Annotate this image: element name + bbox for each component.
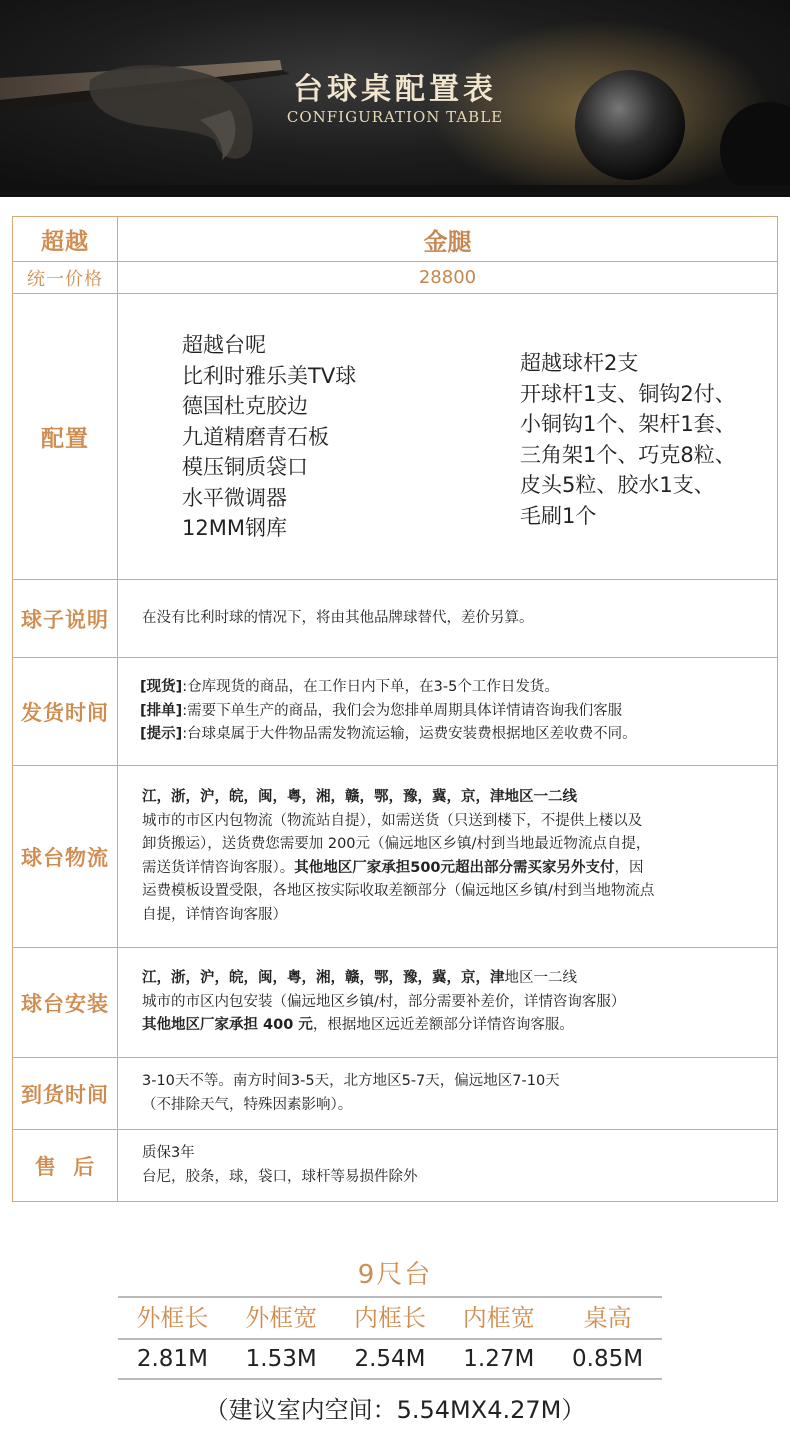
- config-item: 开球杆1支、铜钩2付、: [520, 381, 736, 406]
- spec-header: 外框宽: [245, 1304, 318, 1332]
- logistics-text: [118, 786, 777, 927]
- spec-title: 9尺台: [357, 1260, 433, 1290]
- balls-label: 球子说明: [13, 580, 118, 658]
- installation-line: 城市的市区内包安装（偏远地区乡镇/村，部分需要补差价，详情咨询客服）: [142, 993, 626, 1010]
- table-row-installation: [13, 948, 778, 1058]
- config-item: 12MM钢库: [182, 516, 287, 540]
- spec-value: 2.81M: [136, 1346, 208, 1372]
- installation-line: [142, 967, 777, 991]
- installation-label: 球台安装: [13, 948, 118, 1058]
- arrival-label: 到货时间: [13, 1058, 118, 1130]
- config-table: [12, 216, 778, 1202]
- config-item: 皮头5粒、胶水1支、: [520, 473, 715, 497]
- spec-value: 2.54M: [354, 1346, 426, 1372]
- price-value: 28800: [118, 262, 778, 294]
- arrival-line: 3-10天不等。南方时间3-5天，北方地区5-7天，偏远地区7-10天: [142, 1073, 560, 1089]
- config-item: 超越球杆2支: [520, 351, 639, 375]
- installation-fragment: 地区一二线: [504, 970, 577, 987]
- shipping-cell: [118, 658, 778, 766]
- shipping-line: [140, 723, 777, 747]
- shipping-lines: [118, 676, 777, 747]
- logistics-cell: [118, 766, 778, 948]
- logistics-regions: 江，浙，沪，皖，闽，粤，湘，赣，鄂，豫，冀，京，津地区一二线: [142, 789, 577, 805]
- spec-header: 外框长: [136, 1304, 209, 1332]
- table-row-header: [13, 217, 778, 262]
- arrival-line: （不排除天气，特殊因素影响）。: [142, 1096, 353, 1113]
- config-item: 水平微调器: [182, 485, 287, 510]
- logistics-line: 运费模板设置受限，各地区按实际收取差额部分（偏远地区乡镇/村到当地物流点: [142, 883, 655, 899]
- config-item: 三角架1个、巧克8粒、: [520, 442, 736, 467]
- spec-header: 桌高: [583, 1304, 632, 1332]
- room-size-note: （建议室内空间：5.54MX4.27M）: [204, 1396, 586, 1424]
- logistics-line: 自提，详情咨询客服）: [142, 906, 287, 923]
- installation-regions: 江，浙，沪，皖，闽，粤，湘，赣，鄂，豫，冀，京，津: [142, 970, 505, 987]
- spec-headers: [118, 1296, 662, 1340]
- config-left-list: [182, 330, 356, 544]
- arrival-text: [118, 1070, 777, 1117]
- table-row-logistics: [13, 766, 778, 948]
- logistics-fragment: ，因: [614, 859, 644, 876]
- table-row-arrival: [13, 1058, 778, 1130]
- installation-emphasis: 其他地区厂家承担 400 元: [142, 1017, 313, 1034]
- installation-line: [142, 1014, 777, 1038]
- table-row-config: [13, 294, 778, 580]
- shipping-text: :仓库现货的商品，在工作日内下单，在3-5个工作日发货。: [182, 679, 559, 696]
- balls-cell: [118, 580, 778, 658]
- arrival-cell: [118, 1058, 778, 1130]
- aftersales-cell: [118, 1130, 778, 1202]
- shipping-tag: [现货]: [140, 679, 183, 696]
- shipping-line: [140, 676, 777, 700]
- shipping-tag: [提示]: [140, 726, 183, 743]
- logistics-emphasis: 其他地区厂家承担500元超出部分需买家另外支付: [294, 859, 615, 876]
- shipping-tag: [排单]: [140, 702, 183, 719]
- installation-fragment: ，根据地区远近差额部分详情咨询客服。: [312, 1017, 574, 1034]
- config-item: 模压铜质袋口: [182, 455, 308, 479]
- shipping-text: :台球桌属于大件物品需发物流运输，运费安装费根据地区差收费不同。: [182, 726, 637, 743]
- spec-header: 内框宽: [462, 1304, 535, 1332]
- config-label: 配置: [13, 294, 118, 580]
- spec-value: 1.53M: [245, 1346, 317, 1372]
- shipping-label: 发货时间: [13, 658, 118, 766]
- aftersales-line: 质保3年: [142, 1145, 195, 1161]
- brand-cell: 超越: [13, 217, 118, 262]
- aftersales-line: 台尼，胶条，球，袋口，球杆等易损件除外: [142, 1168, 418, 1185]
- config-item: 德国杜克胶边: [182, 394, 308, 418]
- table-row-shipping: [13, 658, 778, 766]
- table-row-price: [13, 262, 778, 294]
- config-cell: [118, 294, 778, 580]
- logistics-line: 卸货搬运），送货费您需要加 200元（偏远地区乡镇/村到当地最近物流点自提，: [142, 836, 651, 852]
- aftersales-label: 售 后: [13, 1130, 118, 1202]
- model-cell: 金腿: [118, 217, 778, 262]
- table-row-aftersales: [13, 1130, 778, 1202]
- logistics-line: 城市的市区内包物流（物流站自提），如需送货（只送到楼下，不提供上楼以及: [142, 812, 643, 829]
- banner-subtitle: CONFIGURATION TABLE: [286, 108, 504, 126]
- config-item: 小铜钩1个、架杆1套、: [520, 412, 736, 436]
- config-item: 超越台呢: [182, 333, 266, 357]
- config-right-list: [520, 348, 736, 531]
- config-item: 毛刷1个: [520, 503, 597, 528]
- spec-value: 1.27M: [463, 1346, 535, 1372]
- installation-text: [118, 967, 777, 1038]
- table-row-balls: [13, 580, 778, 658]
- installation-cell: [118, 948, 778, 1058]
- config-item: 比利时雅乐美TV球: [182, 363, 357, 388]
- logistics-fragment: 需送货详情咨询客服）。: [142, 859, 295, 876]
- price-label: 统一价格: [13, 262, 118, 294]
- aftersales-text: [118, 1142, 777, 1189]
- shipping-text: :需要下单生产的商品，我们会为您排单周期具体详情请咨询我们客服: [182, 702, 623, 719]
- spec-values: [118, 1340, 662, 1380]
- logistics-label: 球台物流: [13, 766, 118, 948]
- spec-header: 内框长: [353, 1304, 426, 1332]
- header-banner: [0, 0, 790, 197]
- banner-title: 台球桌配置表: [293, 72, 497, 107]
- spec-value: 0.85M: [572, 1346, 644, 1372]
- config-item: 九道精磨青石板: [182, 424, 329, 449]
- shipping-line: [140, 700, 777, 724]
- balls-text: 在没有比利时球的情况下，将由其他品牌球替代，差价另算。: [142, 609, 534, 626]
- logistics-line: [142, 857, 777, 881]
